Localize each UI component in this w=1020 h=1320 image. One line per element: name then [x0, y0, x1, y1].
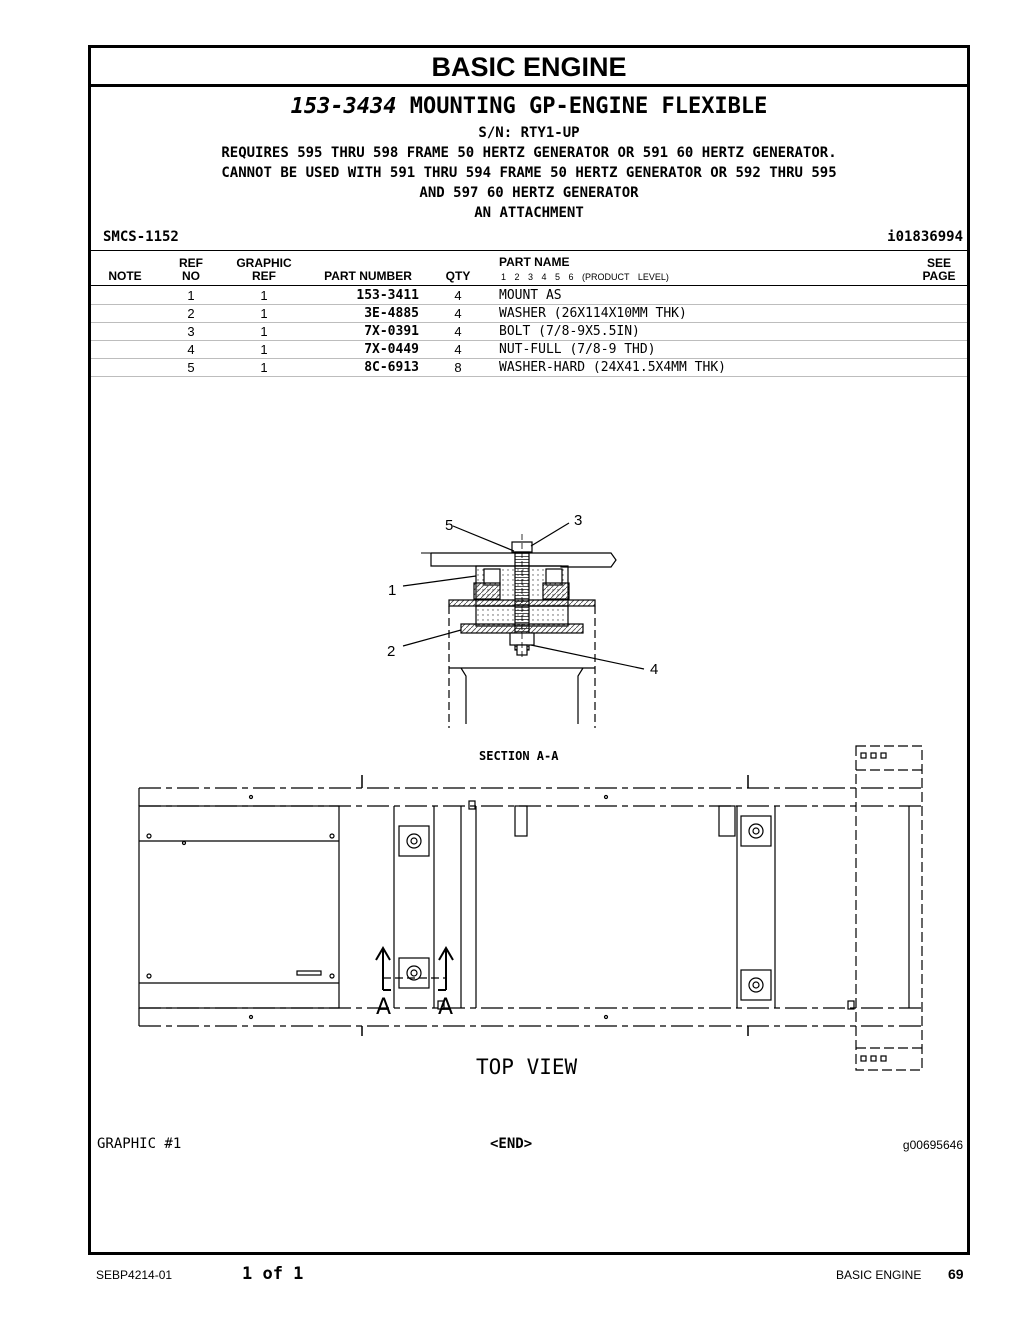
row-1-part-name: MOUNT AS [499, 288, 562, 303]
row-3-qty: 4 [454, 324, 462, 339]
row-2-graphic-ref: 1 [260, 306, 268, 321]
row-5-part-number[interactable]: 8C-6913 [364, 360, 419, 375]
row-3-part-name: BOLT (7/8-9X5.5IN) [499, 324, 640, 339]
row-1-graphic-ref: 1 [260, 288, 268, 303]
row-2-qty: 4 [454, 306, 462, 321]
row-3-part-number[interactable]: 7X-0391 [364, 324, 419, 339]
col-part-number-header: PART NUMBER [324, 269, 412, 283]
row-4-part-name: NUT-FULL (7/8-9 THD) [499, 342, 656, 357]
top-view [139, 746, 922, 1070]
row-1-part-number[interactable]: 153-3411 [356, 288, 419, 303]
note-line-3: AND 597 60 HERTZ GENERATOR [419, 185, 639, 201]
group-part-number[interactable]: 153-3434 [290, 94, 397, 119]
row-4-qty: 4 [454, 342, 462, 357]
col-qty-header: QTY [445, 269, 471, 283]
product-level-scale: 1 2 3 4 5 6 (PRODUCT LEVEL) [501, 272, 669, 282]
illustration-id: i01836994 [887, 229, 963, 245]
row-5-qty: 8 [454, 360, 462, 375]
section-marker-left: A [376, 995, 392, 1020]
graphic-label: GRAPHIC #1 [97, 1136, 182, 1152]
graphic-id: g00695646 [902, 1138, 963, 1152]
serial-numbers: S/N: RTY1-UP [478, 125, 580, 141]
col-ref-no-header-top: REF [179, 256, 203, 270]
note-line-2: CANNOT BE USED WITH 591 THRU 594 FRAME 50 HERTZ GENERATOR OR 592 THRU 595 [221, 165, 837, 181]
section-label: SECTION A-A [479, 749, 559, 763]
top-view-label: TOP VIEW [476, 1055, 578, 1079]
page-frame [88, 45, 970, 1255]
col-ref-no-header-bottom: NO [182, 269, 200, 283]
row-3-ref-no: 3 [187, 324, 195, 339]
row-1-qty: 4 [454, 288, 462, 303]
col-graphic-ref-header-bottom: REF [252, 269, 276, 283]
engine-mount-drawing [91, 48, 967, 1252]
row-5-graphic-ref: 1 [260, 360, 268, 375]
row-4-ref-no: 4 [187, 342, 195, 357]
section-a-a-view [403, 523, 644, 728]
row-5-ref-no: 5 [187, 360, 195, 375]
note-line-1: REQUIRES 595 THRU 598 FRAME 50 HERTZ GENERATOR OR 591 60 HERTZ GENERATOR. [221, 145, 837, 161]
note-line-4: AN ATTACHMENT [474, 205, 584, 221]
end-marker: <END> [490, 1136, 533, 1152]
row-4-graphic-ref: 1 [260, 342, 268, 357]
group-name: MOUNTING GP-ENGINE FLEXIBLE [409, 94, 768, 119]
callout-5: 5 [445, 517, 454, 534]
callout-2: 2 [387, 643, 396, 660]
footer-doc-number: SEBP4214-01 [96, 1268, 173, 1282]
footer-section-name: BASIC ENGINE [836, 1268, 922, 1282]
col-see-page-header-bottom: PAGE [922, 269, 956, 283]
section-marker-right: A [438, 995, 454, 1020]
row-2-ref-no: 2 [187, 306, 195, 321]
row-2-part-number[interactable]: 3E-4885 [364, 306, 419, 321]
row-1-ref-no: 1 [187, 288, 195, 303]
callout-4: 4 [650, 661, 659, 678]
smcs-code: SMCS-1152 [103, 229, 179, 245]
footer-page-number: 69 [948, 1266, 964, 1282]
callout-1: 1 [388, 582, 397, 599]
section-title: BASIC ENGINE [431, 52, 627, 82]
col-part-name-header: PART NAME [499, 255, 570, 269]
callout-3: 3 [574, 512, 583, 529]
row-4-part-number[interactable]: 7X-0449 [364, 342, 419, 357]
row-5-part-name: WASHER-HARD (24X41.5X4MM THK) [499, 360, 726, 375]
footer-page-count: 1 of 1 [242, 1264, 304, 1284]
col-see-page-header-top: SEE [926, 256, 951, 270]
col-graphic-ref-header-top: GRAPHIC [236, 256, 292, 270]
row-2-part-name: WASHER (26X114X10MM THK) [499, 306, 687, 321]
col-note-header: NOTE [108, 269, 142, 283]
row-3-graphic-ref: 1 [260, 324, 268, 339]
